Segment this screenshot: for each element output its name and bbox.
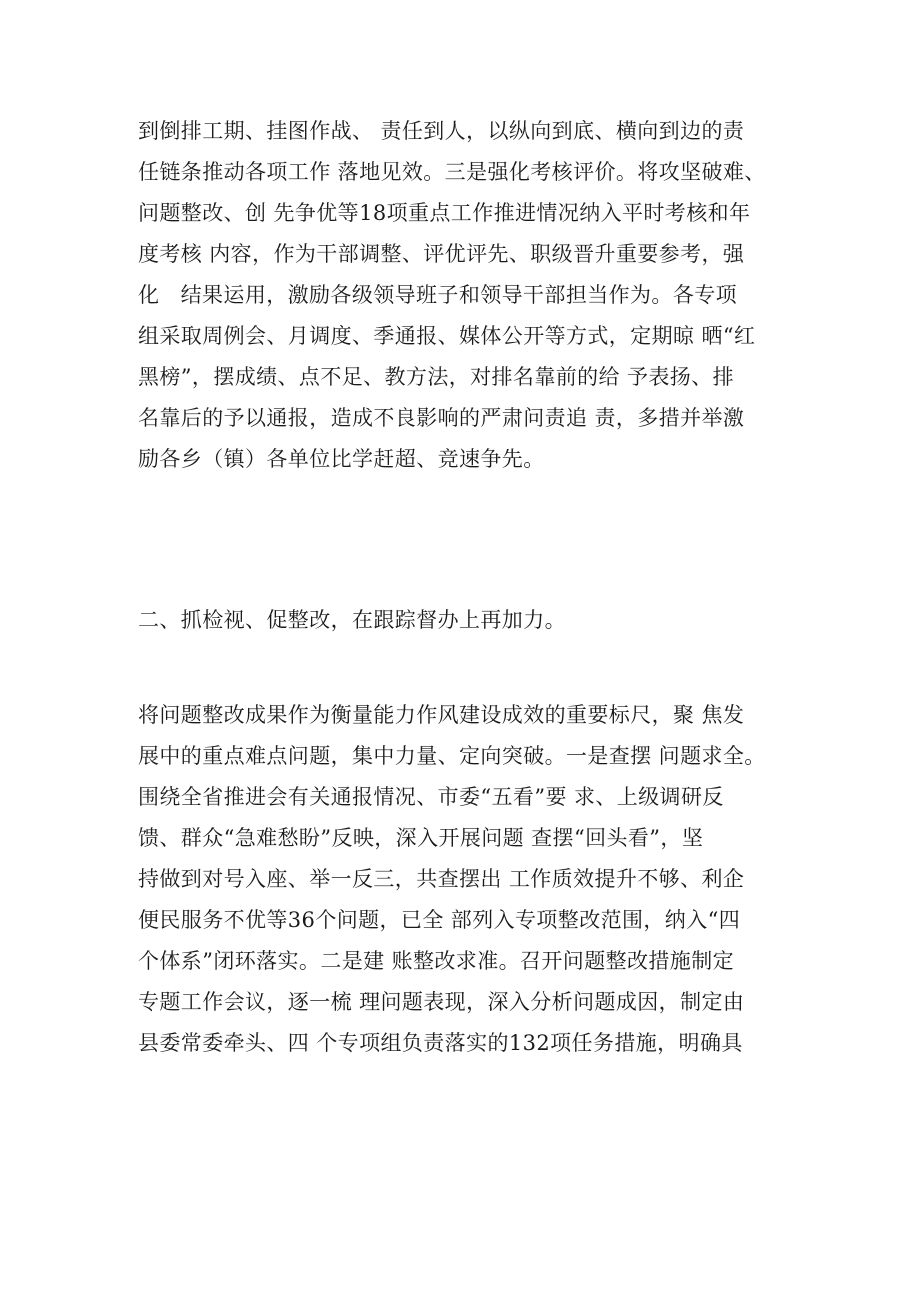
heading-text: 二、抓检视、促整改，在跟踪督办上再加力。	[138, 608, 566, 632]
text-line: 到倒排工期、挂图作战、 责任到人，以纵向到底、横向到边的责	[138, 119, 745, 143]
text-line: 专题工作会议，逐一梳 理问题表现，深入分析问题成因，制定由	[138, 990, 745, 1014]
text-line: 便民服务不优等36个问题，已全 部列入专项整改范围，纳入“四	[138, 908, 741, 932]
paragraph-2	[138, 695, 798, 1064]
text-line: 将问题整改成果作为衡量能力作风建设成效的重要标尺，聚 焦发	[138, 703, 745, 727]
text-line: 问题整改、创 先争优等18项重点工作推进情况纳入平时考核和年	[138, 201, 751, 225]
text-line: 黑榜”，摆成绩、点不足、教方法，对排名靠前的给 予表扬、排	[138, 365, 735, 389]
text-line: 馈、群众“急难愁盼”反映，深入开展问题 查摆“回头看”，坚	[138, 826, 704, 850]
text-line: 个体系”闭环落实。二是建 账整改求准。召开问题整改措施制定	[138, 949, 735, 973]
text-line: 任链条推动各项工作 落地见效。三是强化考核评价。将攻坚破难、	[138, 160, 766, 184]
text-line: 持做到对号入座、举一反三，共查摆出 工作质效提升不够、利企	[138, 867, 745, 891]
text-line: 化 结果运用，激励各级领导班子和领导干部担当作为。各专项	[138, 283, 738, 307]
text-line: 名靠后的予以通报，造成不良影响的严肃问责追 责，多措并举激	[138, 406, 745, 430]
text-line: 度考核 内容，作为干部调整、评优评先、职级晋升重要参考，强	[138, 242, 745, 266]
text-line: 围绕全省推进会有关通报情况、市委“五看”要 求、上级调研反	[138, 785, 724, 809]
section-heading	[138, 600, 798, 641]
text-line: 展中的重点难点问题，集中力量、定向突破。一是查摆 问题求全。	[138, 744, 766, 768]
text-line: 组采取周例会、月调度、季通报、媒体公开等方式，定期晾 晒“红	[138, 324, 756, 348]
text-line: 励各乡（镇）各单位比学赶超、竞速争先。	[138, 447, 545, 471]
text-line: 县委常委牵头、四 个专项组负责落实的132项任务措施，明确具	[138, 1031, 743, 1055]
paragraph-1	[138, 111, 798, 480]
